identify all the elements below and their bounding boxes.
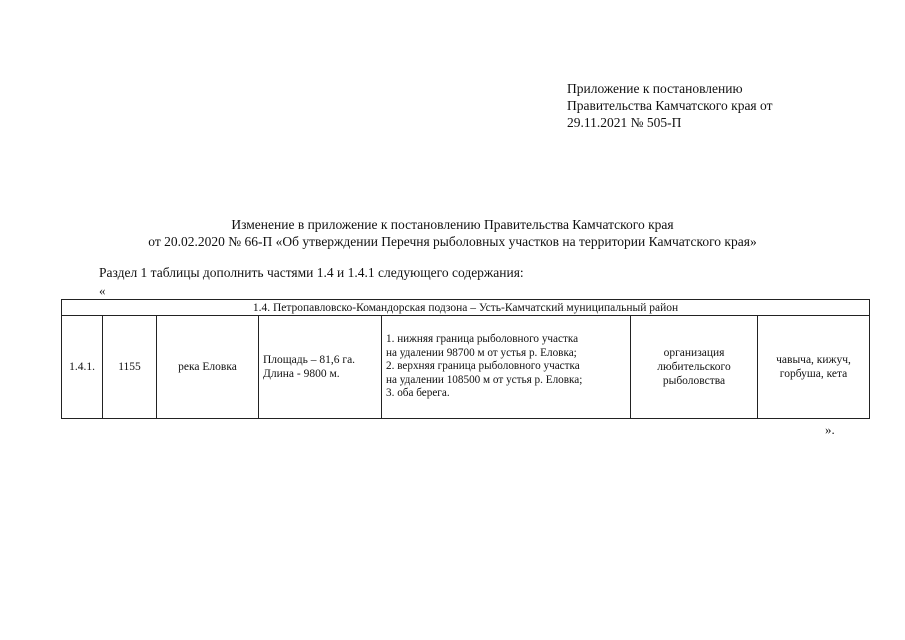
purpose-line-1: организация [663, 347, 725, 359]
bounds-line-2: на удалении 98700 м от устья р. Еловка; [386, 346, 577, 359]
section-row-cell: 1.4. Петропавловско-Командорская подзона – Усть-Камчатский муниципальный район [62, 300, 870, 316]
appendix-line-3: 29.11.2021 № 505-П [567, 115, 682, 130]
open-quote: « [99, 283, 106, 298]
bounds-line-1: 1. нижняя граница рыболовного участка [386, 333, 579, 346]
table-section-row [62, 300, 870, 316]
fishing-sites-table [61, 299, 870, 419]
cell-code: 1155 [103, 316, 157, 419]
appendix-line-2: Правительства Камчатского края от [567, 98, 773, 113]
cell-purpose [631, 316, 758, 419]
bounds-line-4: на удалении 108500 м от устья р. Еловка; [386, 373, 583, 386]
table-row [62, 316, 870, 419]
cell-boundaries [382, 316, 631, 419]
species-line-1: чавыча, кижуч, [776, 354, 851, 366]
appendix-block [567, 80, 773, 131]
section-instruction: Раздел 1 таблицы дополнить частями 1.4 и 1.4.1 следующего содержания: [99, 265, 524, 280]
cell-number: 1.4.1. [62, 316, 103, 419]
cell-water-body: река Еловка [157, 316, 259, 419]
species-line-2: горбуша, кета [779, 368, 848, 380]
cell-species [758, 316, 870, 419]
purpose-line-3: рыболовства [662, 375, 726, 387]
area-line-2: Длина - 9800 м. [263, 368, 340, 380]
area-line-1: Площадь – 81,6 га. [263, 354, 356, 366]
document-heading [0, 216, 905, 250]
bounds-line-3: 2. верхняя граница рыболовного участка [386, 360, 580, 373]
bounds-line-5: 3. оба берега. [386, 387, 450, 400]
cell-area [259, 316, 382, 419]
heading-line-1: Изменение в приложение к постановлению Правительства Камчатского края [231, 217, 674, 232]
appendix-line-1: Приложение к постановлению [567, 81, 743, 96]
close-quote: ». [825, 422, 835, 437]
heading-line-2: от 20.02.2020 № 66-П «Об утверждении Перечня рыболовных участков на территории Камчатского края» [148, 234, 757, 249]
purpose-line-2: любительского [657, 361, 731, 373]
